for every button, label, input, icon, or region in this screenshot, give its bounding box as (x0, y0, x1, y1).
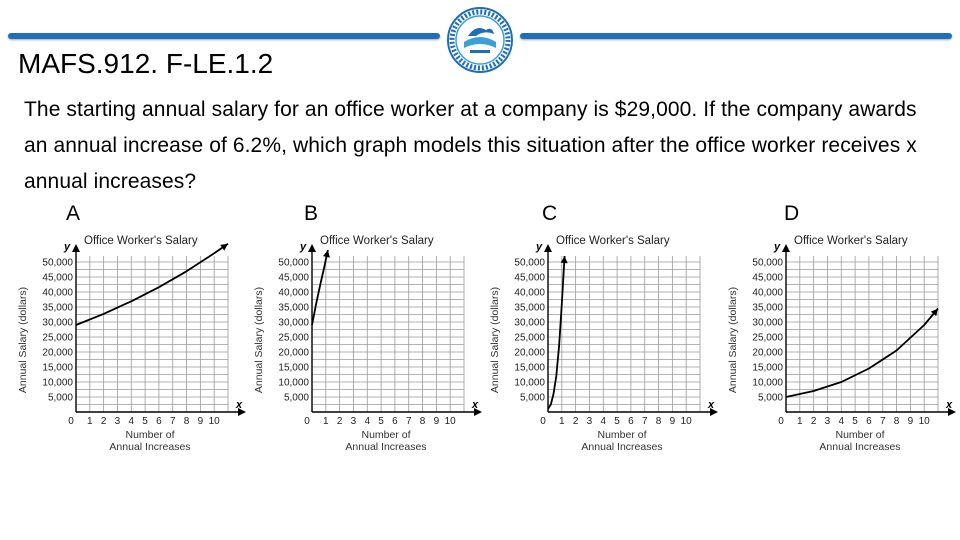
x-tick-label: 5 (614, 416, 620, 427)
y-axis-letter: y (64, 241, 71, 253)
x-tick-label: 10 (918, 416, 930, 427)
y-axis-letter: y (774, 241, 781, 253)
y-tick-label: 10,000 (752, 377, 783, 389)
option-label-d[interactable]: D (784, 202, 800, 225)
y-tick-label: 35,000 (752, 302, 783, 314)
x-tick-label: 8 (183, 416, 190, 427)
header-rule-left (8, 33, 440, 39)
x-tick-label: 7 (405, 416, 412, 427)
y-axis-letter: y (300, 241, 307, 253)
x-tick-label: 9 (433, 416, 440, 427)
y-tick-label: 20,000 (42, 347, 73, 359)
graph-d[interactable] (724, 228, 960, 458)
y-tick-label: 10,000 (42, 377, 73, 389)
x-tick-label: 9 (669, 416, 676, 427)
x-tick-label: 2 (572, 416, 579, 427)
x-axis-letter: x (472, 399, 479, 411)
y-tick-label: 20,000 (278, 347, 309, 359)
x-tick-label: 10 (680, 416, 692, 427)
x-tick-label: 3 (586, 416, 593, 427)
x-tick-label: 2 (810, 416, 817, 427)
x-tick-label: 1 (559, 416, 565, 427)
x-tick-label: 3 (114, 416, 121, 427)
y-tick-label: 20,000 (514, 347, 545, 359)
y-tick-label: 15,000 (514, 362, 545, 374)
y-tick-label: 40,000 (752, 287, 783, 299)
y-tick-label: 30,000 (278, 317, 309, 329)
curve-arrow-icon (323, 250, 330, 258)
y-tick-label: 40,000 (514, 287, 545, 299)
y-tick-label: 35,000 (278, 302, 309, 314)
y-tick-label: 15,000 (752, 362, 783, 374)
y-tick-label: 40,000 (278, 287, 309, 299)
y-tick-label: 45,000 (514, 272, 545, 284)
y-tick-label: 25,000 (42, 332, 73, 344)
x-tick-label: 0 (304, 416, 310, 427)
x-tick-label: 0 (778, 416, 784, 427)
x-tick-label: 6 (156, 416, 162, 427)
y-axis-label: Annual Salary (dollars) (17, 286, 29, 394)
x-tick-label: 10 (208, 416, 220, 427)
x-tick-label: 1 (323, 416, 329, 427)
y-tick-label: 10,000 (514, 377, 545, 389)
x-tick-label: 5 (142, 416, 148, 427)
x-tick-label: 9 (197, 416, 204, 427)
y-tick-label: 25,000 (514, 332, 545, 344)
x-tick-label: 3 (824, 416, 831, 427)
y-tick-label: 50,000 (42, 257, 73, 269)
x-tick-label: 8 (419, 416, 426, 427)
x-tick-label: 5 (852, 416, 858, 427)
option-label-c[interactable]: C (542, 202, 558, 225)
y-axis-letter: y (536, 241, 543, 253)
y-tick-label: 15,000 (42, 362, 73, 374)
page-title: MAFS.912. F-LE.1.2 (18, 48, 274, 79)
x-axis-label-line2: Annual Increases (109, 441, 191, 453)
x-tick-label: 5 (378, 416, 384, 427)
x-tick-label: 9 (907, 416, 914, 427)
y-tick-label: 30,000 (514, 317, 545, 329)
curve-arrow-icon (220, 244, 228, 251)
y-tick-label: 5,000 (519, 392, 545, 404)
question-text: The starting annual salary for an office worker at a company is $29,000. If the company awards an annual increase of 6.2%, which graph models this situation after the office worker receives x annual increases? (24, 98, 917, 193)
y-tick-label: 50,000 (752, 257, 783, 269)
y-tick-label: 40,000 (42, 287, 73, 299)
x-axis-letter: x (708, 399, 715, 411)
x-tick-label: 0 (68, 416, 74, 427)
y-tick-label: 50,000 (514, 257, 545, 269)
x-tick-label: 2 (100, 416, 107, 427)
x-tick-label: 1 (87, 416, 93, 427)
x-tick-label: 4 (364, 416, 371, 427)
y-tick-label: 20,000 (752, 347, 783, 359)
y-tick-label: 5,000 (47, 392, 73, 404)
x-tick-label: 1 (797, 416, 803, 427)
x-tick-label: 4 (838, 416, 845, 427)
graph-a[interactable] (14, 228, 254, 458)
y-axis-arrow-icon (308, 244, 316, 252)
x-tick-label: 7 (641, 416, 648, 427)
x-tick-label: 6 (866, 416, 872, 427)
y-tick-label: 10,000 (278, 377, 309, 389)
x-axis-label-line2: Annual Increases (581, 441, 663, 453)
x-tick-label: 6 (392, 416, 398, 427)
y-tick-label: 5,000 (283, 392, 309, 404)
x-tick-label: 10 (444, 416, 456, 427)
x-tick-label: 0 (540, 416, 546, 427)
option-label-a[interactable]: A (66, 202, 81, 225)
x-axis-label-line1: Number of (125, 429, 175, 441)
x-axis-label-line1: Number of (361, 429, 411, 441)
y-tick-label: 30,000 (42, 317, 73, 329)
chart-title: Office Worker's Salary (556, 235, 670, 247)
y-tick-label: 15,000 (278, 362, 309, 374)
y-tick-label: 35,000 (42, 302, 73, 314)
y-axis-arrow-icon (782, 244, 790, 252)
school-district-seal-icon (446, 6, 514, 74)
y-tick-label: 25,000 (752, 332, 783, 344)
x-axis-label-line1: Number of (835, 429, 885, 441)
x-tick-label: 8 (655, 416, 662, 427)
y-tick-label: 25,000 (278, 332, 309, 344)
x-axis-letter: x (946, 399, 953, 411)
x-tick-label: 3 (350, 416, 357, 427)
y-tick-label: 30,000 (752, 317, 783, 329)
option-label-b[interactable]: B (304, 202, 319, 225)
x-axis-label-line2: Annual Increases (345, 441, 427, 453)
y-tick-label: 35,000 (514, 302, 545, 314)
y-tick-label: 45,000 (42, 272, 73, 284)
y-tick-label: 50,000 (278, 257, 309, 269)
x-tick-label: 6 (628, 416, 634, 427)
graph-c[interactable] (486, 228, 726, 458)
x-tick-label: 7 (879, 416, 886, 427)
x-tick-label: 4 (128, 416, 135, 427)
x-tick-label: 4 (600, 416, 607, 427)
graph-b[interactable] (250, 228, 490, 458)
chart-title: Office Worker's Salary (84, 235, 198, 247)
x-axis-label-line2: Annual Increases (819, 441, 901, 453)
y-tick-label: 45,000 (278, 272, 309, 284)
x-tick-label: 8 (893, 416, 900, 427)
y-axis-arrow-icon (544, 244, 552, 252)
x-tick-label: 7 (169, 416, 176, 427)
y-axis-label: Annual Salary (dollars) (489, 286, 501, 394)
y-tick-label: 45,000 (752, 272, 783, 284)
y-tick-label: 5,000 (757, 392, 783, 404)
x-tick-label: 2 (336, 416, 343, 427)
y-axis-arrow-icon (72, 244, 80, 252)
x-axis-label-line1: Number of (597, 429, 647, 441)
header-rule-right (520, 33, 952, 39)
chart-title: Office Worker's Salary (320, 235, 434, 247)
y-axis-label: Annual Salary (dollars) (253, 286, 265, 394)
chart-title: Office Worker's Salary (794, 235, 908, 247)
x-axis-letter: x (236, 399, 243, 411)
y-axis-label: Annual Salary (dollars) (727, 286, 739, 394)
